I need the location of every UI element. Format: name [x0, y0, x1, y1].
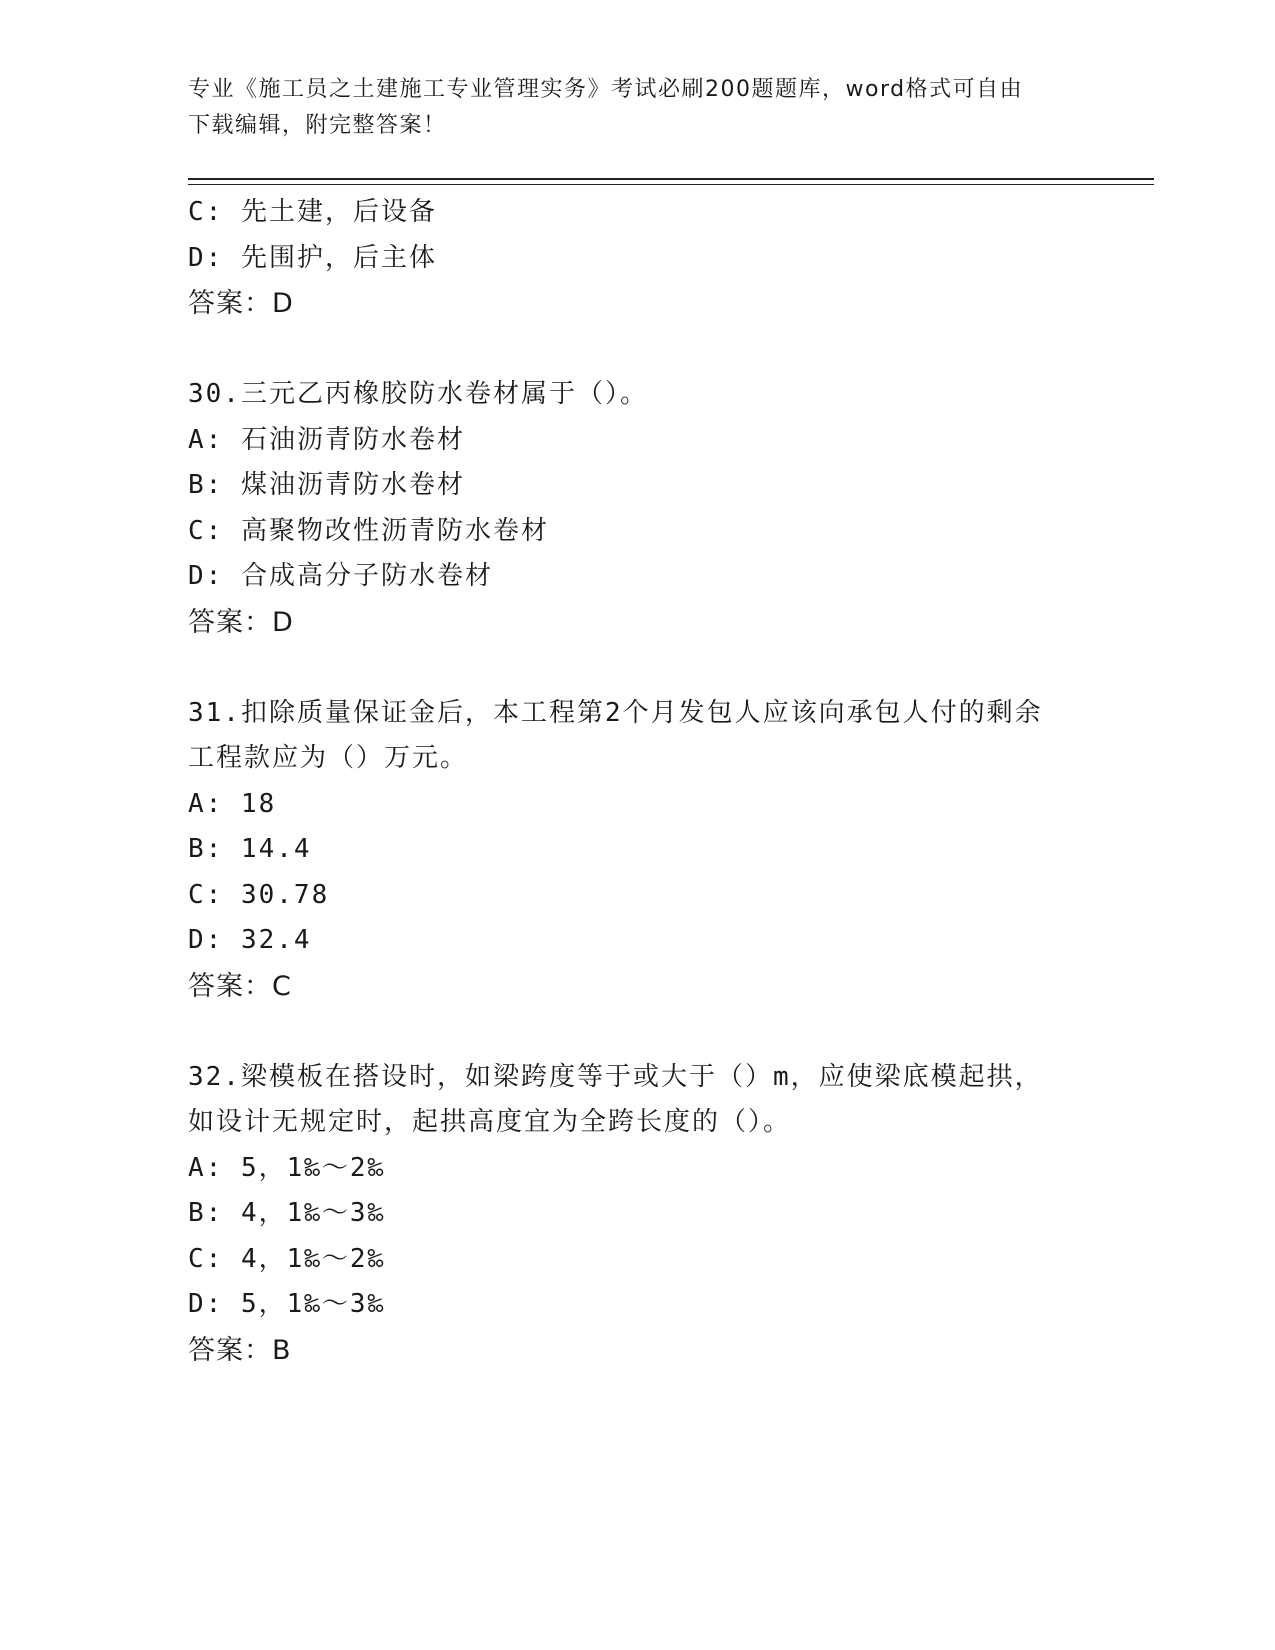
question-stem-line-1: 32.梁模板在搭设时，如梁跨度等于或大于（）m，应使梁底模起拱，: [188, 1061, 1043, 1092]
question-stem-line-2: 工程款应为（）万元。: [188, 743, 469, 773]
question-stem: 30.三元乙丙橡胶防水卷材属于（）。: [188, 379, 648, 409]
option-d: D: 5，1‰～3‰: [188, 1289, 386, 1319]
header-line-1: 专业《施工员之土建施工专业管理实务》考试必刷200题题库，word格式可自由: [188, 77, 1024, 102]
option-c: C: 先土建，后设备: [188, 197, 437, 227]
question-block-29: [188, 190, 1088, 327]
spacer: [188, 327, 1088, 373]
option-a: A: 5，1‰～2‰: [188, 1152, 386, 1183]
answer-line: 答案：B: [188, 1334, 292, 1366]
option-d: D: 32.4: [188, 925, 312, 955]
question-block-31: [188, 691, 1088, 1010]
option-c: C: 30.78: [188, 879, 330, 910]
header-divider-thick: [188, 178, 1154, 180]
spacer: [188, 1009, 1088, 1055]
answer-line: 答案：D: [188, 288, 294, 319]
option-d: D: 先围护，后主体: [188, 242, 437, 273]
question-list: [188, 190, 1088, 1373]
question-stem-line-1: 31.扣除质量保证金后，本工程第2个月发包人应该向承包人付的剩余: [188, 697, 1043, 728]
option-b: B: 14.4: [188, 834, 312, 864]
option-b: B: 煤油沥青防水卷材: [188, 470, 465, 500]
document-header: [188, 72, 1088, 144]
option-c: C: 4，1‰～2‰: [188, 1243, 386, 1274]
answer-line: 答案：D: [188, 606, 294, 638]
question-block-32: [188, 1055, 1088, 1374]
option-b: B: 4，1‰～3‰: [188, 1198, 386, 1228]
header-divider-thin: [188, 184, 1154, 185]
option-c: C: 高聚物改性沥青防水卷材: [188, 515, 549, 546]
option-d: D: 合成高分子防水卷材: [188, 561, 493, 591]
question-stem-line-2: 如设计无规定时，起拱高度宜为全跨长度的（）。: [188, 1107, 792, 1137]
spacer: [188, 645, 1088, 691]
question-block-30: [188, 372, 1088, 645]
option-a: A: 石油沥青防水卷材: [188, 424, 465, 455]
header-line-2: 下载编辑，附完整答案！: [188, 113, 447, 138]
answer-line: 答案：C: [188, 970, 292, 1002]
option-a: A: 18: [188, 788, 277, 819]
